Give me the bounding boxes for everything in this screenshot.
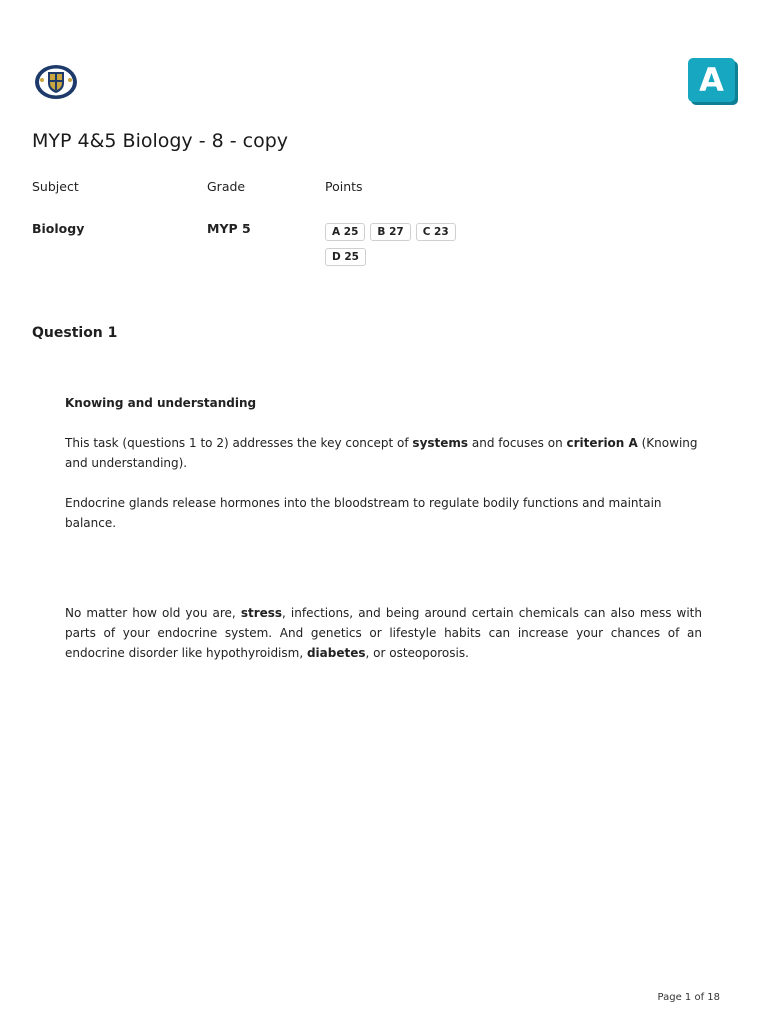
page-number: Page 1 of 18 (657, 992, 720, 1003)
section-heading: Knowing and understanding (65, 396, 257, 410)
bold-term-stress: stress (240, 606, 283, 620)
criterion: criterion A (566, 436, 638, 450)
brand-logo (688, 58, 735, 102)
page-title: MYP 4&5 Biology - 8 - copy (32, 130, 289, 152)
brand-logo-letter: A (699, 61, 724, 99)
context-paragraph: No matter how old you are, stress, infections, and being around certain chemicals can also mess with parts of your endocrine system. And genetics or lifestyle habits can increase your chances of an endocrine disorder like hypothyroidism, diabetes, or osteoporosis. (65, 606, 702, 660)
points-badge: C 23 (416, 223, 456, 241)
key-concept: systems (412, 436, 469, 450)
points-badge: D 25 (325, 248, 366, 266)
subject-value: Biology (32, 221, 85, 236)
grade-label: Grade (207, 179, 246, 194)
intro-paragraph: Endocrine glands release hormones into the bloodstream to regulate bodily functions and maintain balance. (65, 496, 662, 530)
question-title: Question 1 (32, 325, 118, 341)
points-badge: B 27 (370, 223, 410, 241)
points-badge: A 25 (325, 223, 365, 241)
points-label: Points (325, 179, 363, 194)
grade-value: MYP 5 (207, 221, 251, 236)
bold-term-diabetes: diabetes (306, 646, 366, 660)
school-crest-icon (33, 63, 79, 101)
points-badges (325, 220, 475, 270)
subject-label: Subject (32, 179, 79, 194)
task-description: This task (questions 1 to 2) addresses the key concept of systems and focuses on criterion A (Knowing and understanding). (65, 436, 698, 470)
